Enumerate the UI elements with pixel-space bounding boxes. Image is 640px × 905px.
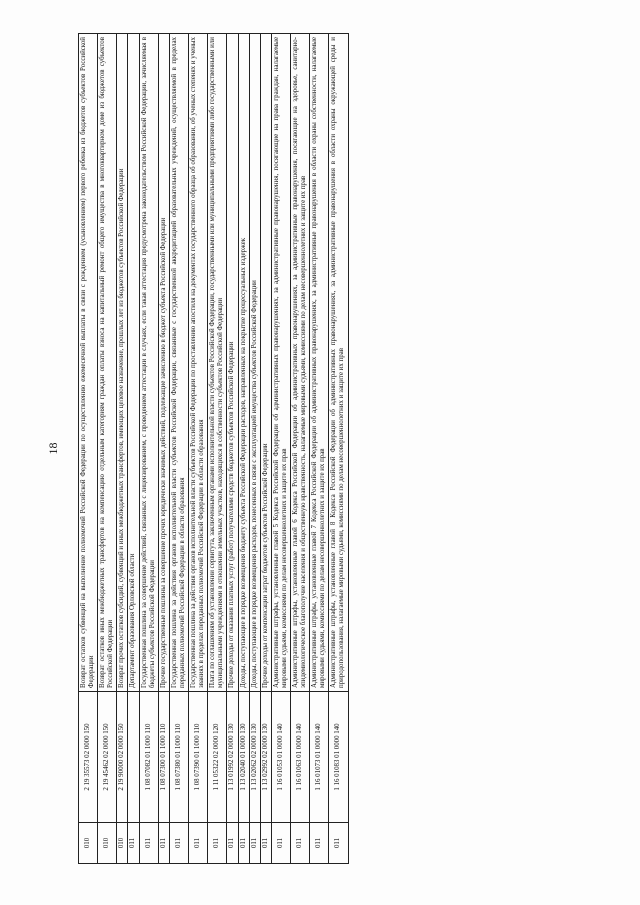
admin-code-cell: 011: [227, 823, 238, 864]
budget-code-cell: 2 19 35573 02 0000 150: [79, 692, 98, 823]
description-cell: Административные штрафы, установленные главой 5 Кодекса Российской Федерации об административных правонарушениях, за административные правонарушения, посягающие на права граждан, налагаемые мировыми судьями, комиссиями по делам несовершеннолетних и защите их прав: [271, 34, 290, 692]
admin-code-cell: 011: [208, 823, 227, 864]
table-row: [139, 34, 158, 864]
revenue-codes-table: [78, 33, 349, 864]
description-cell: Государственная пошлина за совершение действий, связанных с лицензированием, с проведением аттестации в случаях, если такая аттестация предусмотрена законодательством Российской Федерации, зачисляемая в бюджеты субъектов Российской Федерации: [139, 34, 158, 692]
table-row: [189, 34, 208, 864]
table-row: [117, 34, 128, 864]
budget-code-cell: 1 11 05322 02 0000 120: [208, 692, 227, 823]
description-cell: Административные штрафы, установленные главой 6 Кодекса Российской Федерации об административных правонарушениях, за административные правонарушения, посягающие на здоровье, санитарно-эпидемиологическое благополучие населения и общественную нравственность, налагаемые мировыми судьями, комиссиями по делам несовершеннолетних и защите их прав: [290, 34, 309, 692]
page-number: 18: [46, 442, 60, 455]
budget-code-cell: 1 08 07300 01 1000 110: [158, 692, 169, 823]
table-body: [79, 34, 349, 864]
budget-code-cell: 1 16 01073 01 0000 140: [310, 692, 329, 823]
budget-code-cell: 1 16 01083 01 0000 140: [329, 692, 348, 823]
description-cell: Департамент образования Орловской области: [128, 34, 139, 692]
table-row: [169, 34, 188, 864]
table-row: [310, 34, 329, 864]
table-row: [238, 34, 249, 864]
budget-code-cell: 1 08 07390 01 1000 110: [189, 692, 208, 823]
table-row: [98, 34, 117, 864]
table-row: [158, 34, 169, 864]
budget-code-cell: 1 13 02040 01 0000 130: [238, 692, 249, 823]
section-row: [128, 34, 139, 864]
description-cell: Возврат прочих остатков субсидий, субвенций и иных межбюджетных трансфертов, имеющих целевое назначение, прошлых лет из бюджетов субъектов Российской Федерации: [117, 34, 128, 692]
admin-code-cell: 010: [79, 823, 98, 864]
budget-code-cell: 2 19 45462 02 0000 150: [98, 692, 117, 823]
budget-code-cell: 1 08 07380 01 1000 110: [169, 692, 188, 823]
table-row: [208, 34, 227, 864]
description-cell: Доходы, поступающие в порядке возмещения расходов, понесенных в связи с эксплуатацией имущества субъектов Российской Федерации: [249, 34, 260, 692]
table-row: [271, 34, 290, 864]
admin-code-cell: 011: [128, 823, 139, 864]
admin-code-cell: 010: [117, 823, 128, 864]
description-cell: Административные штрафы, установленные главой 8 Кодекса Российской Федерации об административных правонарушениях, за административные правонарушения в области охраны окружающей среды и природопользования, налагаемые мировыми судьями, комиссиями по делам несовершеннолетних и защите их прав: [329, 34, 348, 692]
table-row: [79, 34, 98, 864]
description-cell: Прочие доходы от оказания платных услуг (работ) получателями средств бюджетов субъектов Российской Федерации: [227, 34, 238, 692]
description-cell: Государственная пошлина за действия органов исполнительной власти субъектов Российской Федерации по проставлению апостиля на документах государственного образца об образовании, об ученых степенях и ученых званиях в пределах переданных полномочий Российской Федерации в области образования: [189, 34, 208, 692]
table-row: [290, 34, 309, 864]
budget-code-cell: 1 13 02062 02 0000 130: [249, 692, 260, 823]
description-cell: Плата по соглашениям об установлении сервитута, заключенным органами исполнительной власти субъектов Российской Федерации, государственными или муниципальными предприятиями либо государственными или муниципальными учреждениями в отношении земельных участков, находящихся в собственности субъектов Российской Федерации: [208, 34, 227, 692]
description-cell: Государственная пошлина за действия органов исполнительной власти субъектов Российской Федерации, связанные с государственной аккредитацией образовательных учреждений, осуществляемой в пределах переданных полномочий Российской Федерации в области образования: [169, 34, 188, 692]
description-cell: Прочие государственные пошлины за совершение прочих юридически значимых действий, подлежащие зачислению в бюджет субъекта Российской Федерации: [158, 34, 169, 692]
budget-code-cell: 1 13 02992 02 0000 130: [260, 692, 271, 823]
rotated-content: [46, 33, 590, 864]
table-row: [227, 34, 238, 864]
admin-code-cell: 011: [271, 823, 290, 864]
admin-code-cell: 011: [310, 823, 329, 864]
budget-code-cell: 1 08 07082 01 1000 110: [139, 692, 158, 823]
admin-code-cell: 011: [329, 823, 348, 864]
budget-code-cell: [128, 692, 139, 823]
admin-code-cell: 011: [260, 823, 271, 864]
table-row: [249, 34, 260, 864]
admin-code-cell: 011: [169, 823, 188, 864]
budget-code-cell: 1 16 01053 01 0000 140: [271, 692, 290, 823]
table-row: [329, 34, 348, 864]
table-row: [260, 34, 271, 864]
description-cell: Возврат остатков субвенций на выполнение полномочий Российской Федерации по осуществлению ежемесячной выплаты в связи с рождением (усыновлением) первого ребенка из бюджетов субъектов Российской Федерации: [79, 34, 98, 692]
budget-code-cell: 2 19 90000 02 0000 150: [117, 692, 128, 823]
description-cell: Административные штрафы, установленные главой 7 Кодекса Российской Федерации об административных правонарушениях, за административные правонарушения в области охраны собственности, налагаемые мировыми судьями, комиссиями по делам несовершеннолетних и защите их прав: [310, 34, 329, 692]
description-cell: Доходы, поступающие в порядке возмещения бюджету субъекта Российской Федерации расходов, направленных на покрытие процессуальных издержек: [238, 34, 249, 692]
admin-code-cell: 011: [158, 823, 169, 864]
admin-code-cell: 010: [98, 823, 117, 864]
admin-code-cell: 011: [249, 823, 260, 864]
admin-code-cell: 011: [189, 823, 208, 864]
admin-code-cell: 011: [290, 823, 309, 864]
budget-code-cell: 1 13 01992 02 0000 130: [227, 692, 238, 823]
description-cell: Прочие доходы от компенсации затрат бюджетов субъектов Российской Федерации: [260, 34, 271, 692]
admin-code-cell: 011: [238, 823, 249, 864]
budget-code-cell: 1 16 01063 01 0000 140: [290, 692, 309, 823]
admin-code-cell: 011: [139, 823, 158, 864]
description-cell: Возврат остатков иных межбюджетных трансфертов на компенсацию отдельным категориям граждан оплаты взноса на капитальный ремонт общего имущества в многоквартирном доме из бюджетов субъектов Российской Федерации: [98, 34, 117, 692]
